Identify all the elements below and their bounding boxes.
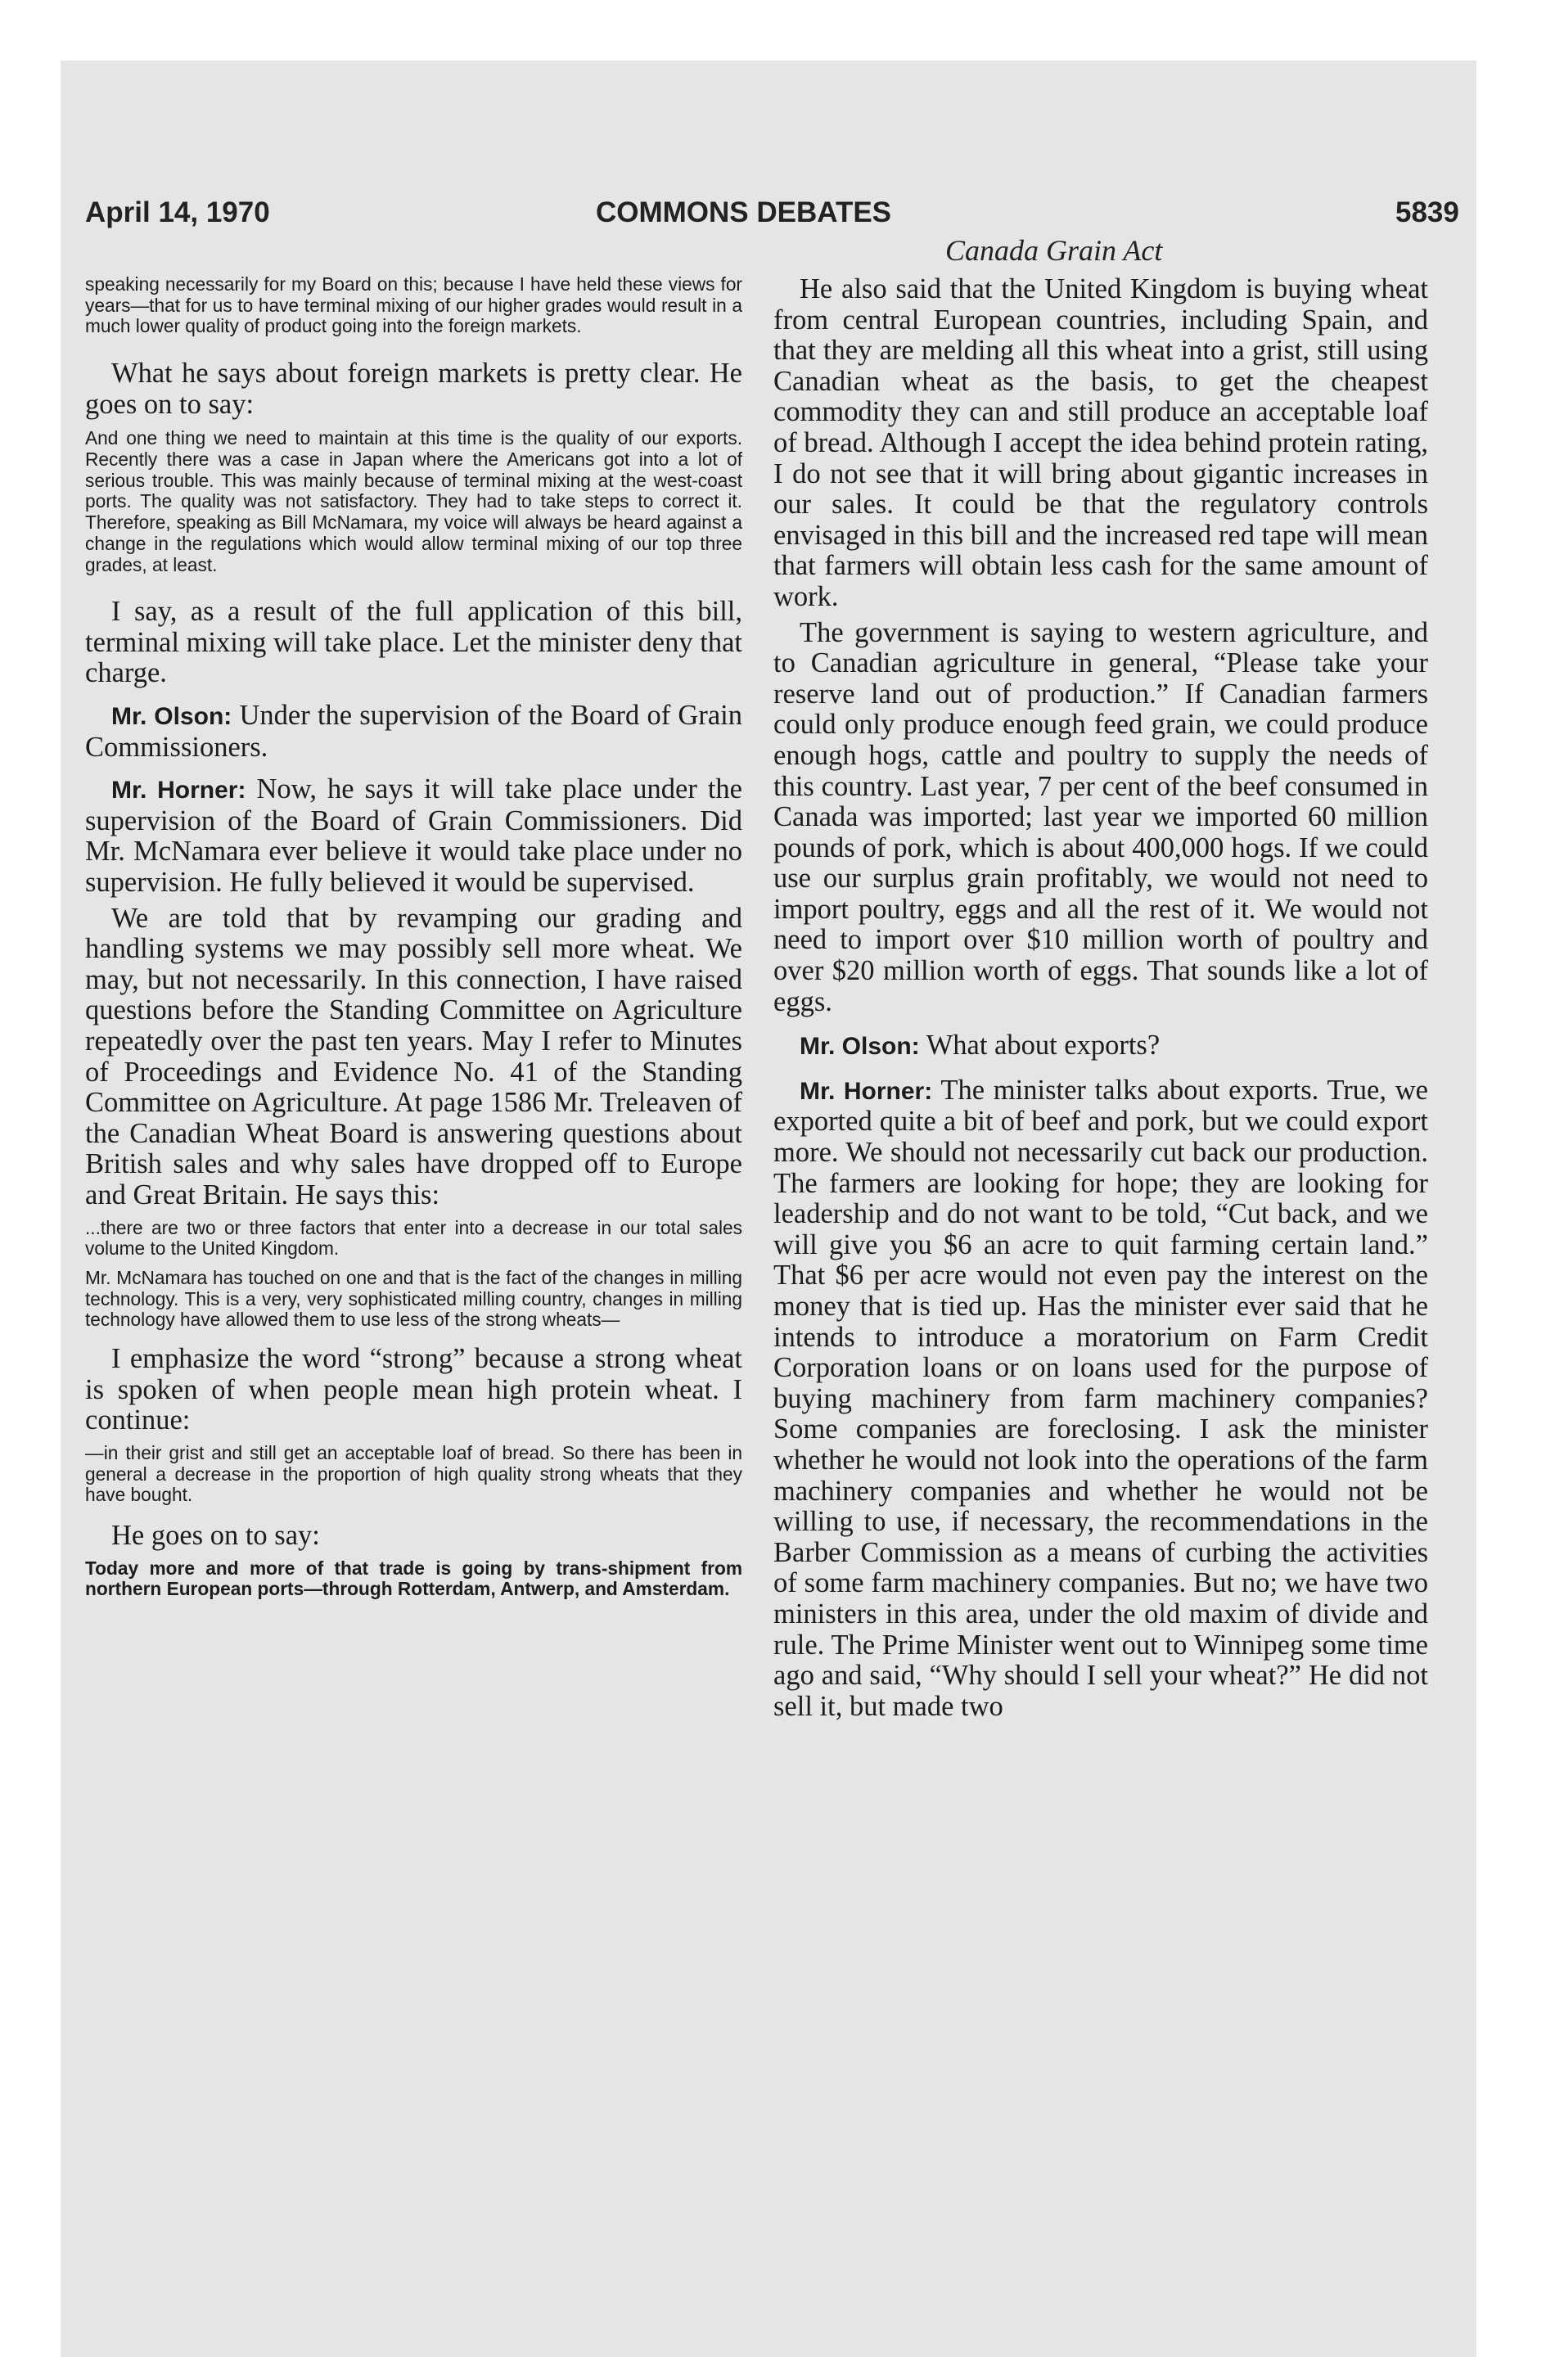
left-quote-3: Mr. McNamara has touched on one and that is the fact of the changes in milling technology. This is a very, very sophisticated milling country, changes in milling technology have allowed them to use less of the strong wheats— [85, 1266, 742, 1331]
left-quote-5: Today more and more of that trade is going by trans-shipment from northern European ports—through Rotterdam, Antwerp, and Amsterdam. [85, 1557, 742, 1600]
right-paragraph-3 [773, 1030, 1428, 1062]
left-paragraph-1: speaking necessarily for my Board on this; because I have held these views for years—that for us to have terminal mixing of our higher grades would result in a much lower quality of product going into the foreign markets. [85, 273, 742, 337]
section-subheading: Canada Grain Act [945, 234, 1163, 267]
right-column [773, 274, 1428, 1722]
left-quote-4: —in their grist and still get an acceptable loaf of bread. So there has been in general a decrease in the proportion of high quality strong wheats that they have bought. [85, 1441, 742, 1506]
header-title: COMMONS DEBATES [596, 196, 892, 228]
speaker-olson: Mr. Olson: [800, 1033, 920, 1061]
left-column [85, 274, 742, 1600]
speaker-horner: Mr. Horner: [111, 777, 246, 805]
left-paragraph-5 [85, 774, 742, 898]
speech-text: Under the supervision of the Board of Grain Commissioners. [85, 700, 742, 763]
right-paragraph-2: The government is saying to western agriculture, and to Canadian agriculture in general, “Please take your reserve land out of production.” If Canadian farmers could only produce enough feed grain, we could produce enough hogs, cattle and poultry to supply the needs of this country. Last year, 7 per cent of the beef consumed in Canada was imported; last year we imported 60 million pounds of pork, which is about 400,000 hogs. If we could use our surplus grain profitably, we would not need to import poultry, eggs and all the rest of it. We would not need to import over $10 million worth of poultry and over $20 million worth of eggs. That sounds like a lot of eggs. [773, 616, 1428, 1017]
speaker-olson: Mr. Olson: [111, 703, 232, 730]
right-paragraph-1: He also said that the United Kingdom is buying wheat from central European countries, including Spain, and that they are melding all this wheat into a grist, still using Canadian wheat as the basis, to get the cheapest commodity they can and still produce an acceptable loaf of bread. Although I accept the idea behind protein rating, I do not see that it will bring about gigantic increases in our sales. It could be that the regulatory controls envisaged in this bill and the increased red tape will mean that farmers will obtain less cash for the same amount of work. [773, 273, 1428, 612]
left-paragraph-4 [85, 701, 742, 763]
left-quote-2: ...there are two or three factors that enter into a decrease in our total sales volume to the United Kingdom. [85, 1216, 742, 1260]
speech-text: What about exports? [919, 1030, 1161, 1062]
header-date: April 14, 1970 [85, 196, 270, 228]
right-paragraph-4 [773, 1075, 1428, 1722]
speech-text: The minister talks about exports. True, we exported quite a bit of beef and pork, but we could export more. We should not necessarily cut back our production. The farmers are looking for hope; they are looking for leadership and do not want to be told, “Cut back, and we will give you $6 an acre to quit farming certain land.” That $6 per acre would not even pay the interest on the money that is tied up. Has the minister ever said that he intends to introduce a moratorium on Farm Credit Corporation loans or on loans used for the purpose of buying machinery from farm machinery companies? Some companies are foreclosing. I ask the minister whether he would not look into the operations of the farm machinery companies and whether he would not be willing to use, if necessary, the recommendations in the Barber Commission as a means of curbing the activities of some farm machinery companies. But no; we have two ministers in this area, under the old maxim of divide and rule. The Prime Minister went out to Winnipeg some time ago and said, “Why should I sell your wheat?” He did not sell it, but made two [773, 1074, 1428, 1722]
left-paragraph-6: We are told that by revamping our grading and handling systems we may possibly sell more wheat. We may, but not necessarily. In this connection, I have raised questions before the Standing Committee on Agriculture repeatedly over the past ten years. May I refer to Minutes of Proceedings and Evidence No. 41 of the Standing Committee on Agriculture. At page 1586 Mr. Treleaven of the Canadian Wheat Board is answering questions about British sales and why sales have dropped off to Europe and Great Britain. He says this: [85, 902, 742, 1210]
left-paragraph-3: I say, as a result of the full application of this bill, terminal mixing will take place. Let the minister deny that charge. [85, 596, 742, 689]
speech-text: Now, he says it will take place under the supervision of the Board of Grain Commissioners. Did Mr. McNamara ever believe it would take place under no supervision. He fully believed it would be supervised. [85, 773, 742, 898]
left-paragraph-8: He goes on to say: [111, 1519, 320, 1551]
header-page-number: 5839 [1395, 196, 1459, 228]
left-paragraph-2: What he says about foreign markets is pretty clear. He goes on to say: [85, 358, 742, 420]
left-paragraph-7: I emphasize the word “strong” because a strong wheat is spoken of when people mean high protein wheat. I continue: [85, 1343, 742, 1436]
speaker-horner: Mr. Horner: [800, 1077, 933, 1105]
left-quote-1: And one thing we need to maintain at this time is the quality of our exports. Recently there was a case in Japan where the Americans got into a lot of serious trouble. This was mainly because of terminal mixing at the west-coast ports. The quality was not satisfactory. They had to take steps to correct it. Therefore, speaking as Bill McNamara, my voice will always be heard against a change in the regulations which would allow terminal mixing of our top three grades, at least. [85, 427, 742, 575]
